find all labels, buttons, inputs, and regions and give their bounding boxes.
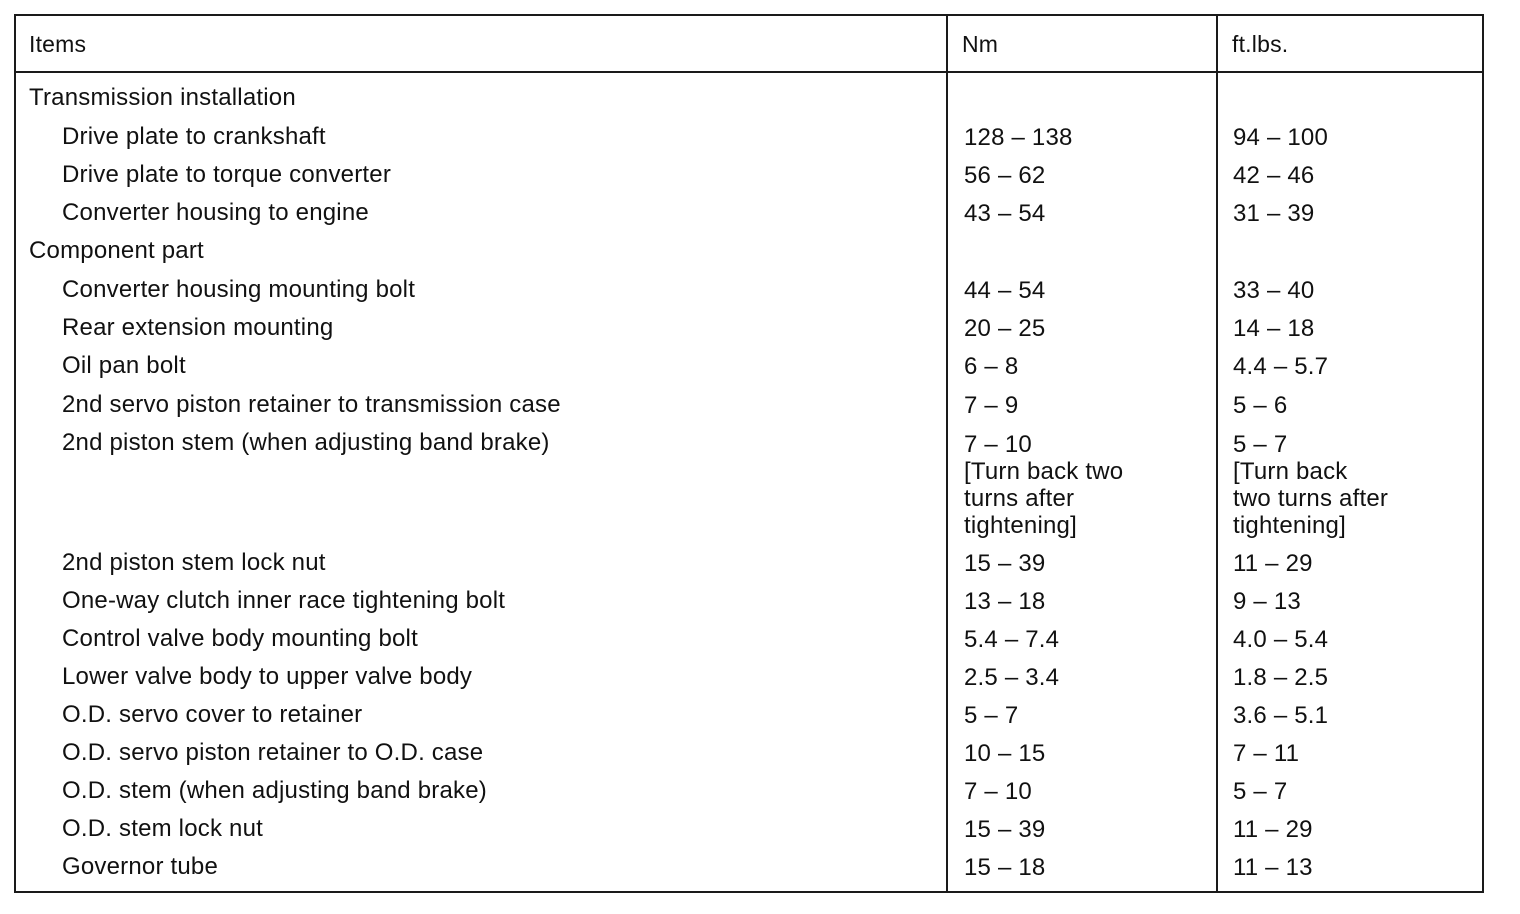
header-items: Items xyxy=(29,31,87,57)
table-row-nm: 7 – 10 [Turn back two turns after tightening] xyxy=(964,431,1124,539)
table-row-ftlbs: 11 – 29 xyxy=(1233,816,1313,843)
table-row-item: Converter housing mounting bolt xyxy=(62,276,416,303)
table-row-ftlbs: 5 – 7 [Turn back two turns after tightening] xyxy=(1233,431,1389,539)
column-divider-ftlbs xyxy=(1216,16,1218,891)
table-row-item: Rear extension mounting xyxy=(62,314,334,341)
table-row-ftlbs: 9 – 13 xyxy=(1233,588,1301,615)
column-divider-nm xyxy=(946,16,948,891)
table-row-ftlbs: 4.0 – 5.4 xyxy=(1233,626,1329,653)
table-row-item: Governor tube xyxy=(62,853,219,880)
table-row-nm: 5 – 7 xyxy=(964,702,1019,729)
group-title-component-part: Component part xyxy=(29,237,204,264)
table-row-ftlbs: 33 – 40 xyxy=(1233,277,1315,304)
table-row-nm: 15 – 39 xyxy=(964,550,1046,577)
table-row-item: O.D. servo cover to retainer xyxy=(62,701,363,728)
table-row-item: 2nd piston stem lock nut xyxy=(62,549,326,576)
table-row-ftlbs: 14 – 18 xyxy=(1233,315,1315,342)
table-row-ftlbs: 42 – 46 xyxy=(1233,162,1315,189)
table-row-nm: 6 – 8 xyxy=(964,353,1019,380)
table-row-item: O.D. servo piston retainer to O.D. case xyxy=(62,739,484,766)
table-row-item: 2nd servo piston retainer to transmission case xyxy=(62,391,561,418)
table-row-item: O.D. stem (when adjusting band brake) xyxy=(62,777,487,804)
table-row-ftlbs: 94 – 100 xyxy=(1233,124,1329,151)
table-row-item: Converter housing to engine xyxy=(62,199,369,226)
group-title-transmission-installation: Transmission installation xyxy=(29,84,296,111)
table-row-nm: 2.5 – 3.4 xyxy=(964,664,1060,691)
table-row-nm: 44 – 54 xyxy=(964,277,1046,304)
torque-spec-table xyxy=(14,14,1484,893)
table-row-ftlbs: 5 – 6 xyxy=(1233,392,1288,419)
table-row-item: Drive plate to crankshaft xyxy=(62,123,326,150)
table-row-ftlbs: 3.6 – 5.1 xyxy=(1233,702,1329,729)
table-row-ftlbs: 1.8 – 2.5 xyxy=(1233,664,1329,691)
table-row-nm: 10 – 15 xyxy=(964,740,1046,767)
table-row-ftlbs: 11 – 13 xyxy=(1233,854,1313,881)
table-row-item: Control valve body mounting bolt xyxy=(62,625,418,652)
table-row-nm: 5.4 – 7.4 xyxy=(964,626,1060,653)
header-ftlbs: ft.lbs. xyxy=(1232,31,1289,57)
table-row-nm: 56 – 62 xyxy=(964,162,1046,189)
table-header-row xyxy=(16,16,1482,73)
table-row-ftlbs: 11 – 29 xyxy=(1233,550,1313,577)
table-row-nm: 15 – 39 xyxy=(964,816,1046,843)
table-row-item: Oil pan bolt xyxy=(62,352,186,379)
table-row-nm: 13 – 18 xyxy=(964,588,1046,615)
table-row-item: One-way clutch inner race tightening bolt xyxy=(62,587,506,614)
table-row-nm: 7 – 9 xyxy=(964,392,1019,419)
table-row-nm: 43 – 54 xyxy=(964,200,1046,227)
table-row-ftlbs: 7 – 11 xyxy=(1233,740,1300,767)
table-row-ftlbs: 31 – 39 xyxy=(1233,200,1315,227)
table-row-item: 2nd piston stem (when adjusting band brake) xyxy=(62,429,550,456)
table-row-item: O.D. stem lock nut xyxy=(62,815,263,842)
table-row-nm: 128 – 138 xyxy=(964,124,1073,151)
table-row-ftlbs: 5 – 7 xyxy=(1233,778,1288,805)
header-nm: Nm xyxy=(962,31,999,57)
table-row-item: Drive plate to torque converter xyxy=(62,161,392,188)
table-row-nm: 20 – 25 xyxy=(964,315,1046,342)
table-row-nm: 15 – 18 xyxy=(964,854,1046,881)
table-row-item: Lower valve body to upper valve body xyxy=(62,663,473,690)
table-row-nm: 7 – 10 xyxy=(964,778,1032,805)
table-row-ftlbs: 4.4 – 5.7 xyxy=(1233,353,1329,380)
